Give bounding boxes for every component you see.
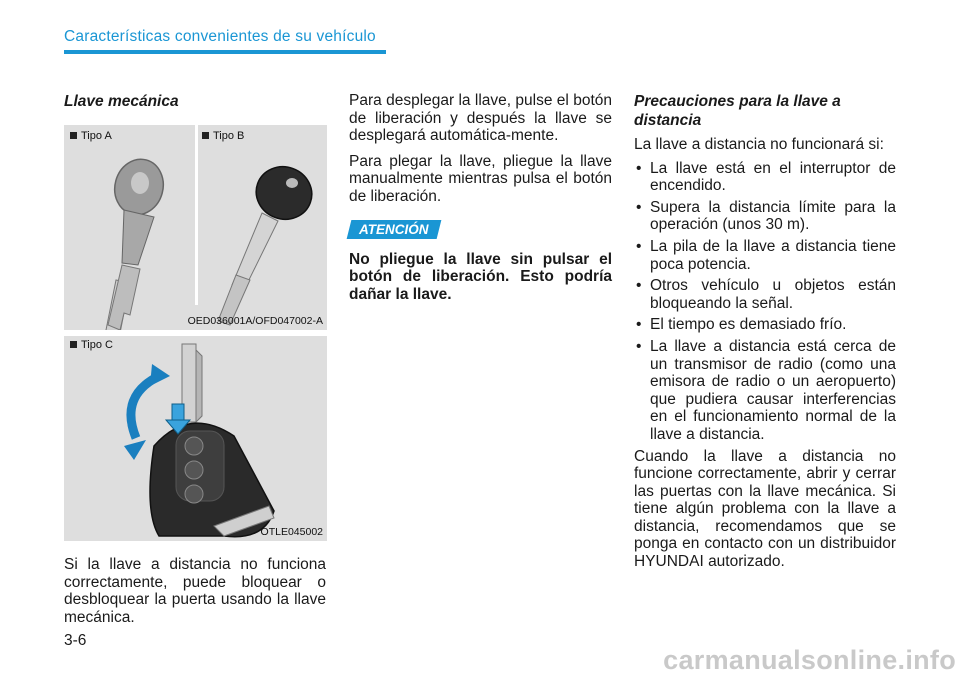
figure-code: OTLE045002 (260, 526, 323, 538)
key-figure-types-a-b (64, 125, 327, 330)
unfold-paragraph: Para desplegar la llave, pulse el botón de liberación y después la llave se desplegará automática-mente. (349, 92, 612, 145)
type-a-label: Tipo A (70, 130, 112, 142)
type-c-label: Tipo C (70, 339, 113, 351)
folding-key-illustration (64, 336, 327, 541)
section-title: Características convenientes de su vehículo (64, 28, 376, 45)
precautions-heading: Precauciones para la llave a distancia (634, 93, 841, 129)
list-item: • El tiempo es demasiado frío. (634, 316, 896, 334)
mechanical-key-paragraph: Si la llave a distancia no funciona correctamente, puede bloquear o desbloquear la puerta usando la llave mecánica. (64, 556, 326, 626)
attention-badge: ATENCIÓN (347, 220, 441, 239)
page-number: 3-6 (64, 632, 87, 649)
type-b-label: Tipo B (202, 130, 244, 142)
key-illustration-a-b (64, 125, 327, 330)
list-item: • La pila de la llave a distancia tiene poca potencia. (634, 238, 896, 273)
mechanical-key-text (64, 556, 326, 626)
figure-code: OED036001A/OFD047002-A (187, 315, 323, 327)
list-item: • La llave a distancia está cerca de un transmisor de radio (como una emisora de radio o un aeropuerto) que pudiera causar interferencias en el funcionamiento normal de la llave a distancia. (634, 338, 896, 444)
remote-fob (150, 423, 274, 537)
list-item: • La llave está en el interruptor de encendido. (634, 160, 896, 195)
middle-column (349, 92, 612, 303)
precautions-intro: La llave a distancia no funcionará si: (634, 136, 884, 153)
key-b-illustration (218, 159, 319, 325)
right-column (634, 92, 896, 571)
folding-key-blade (182, 344, 202, 422)
watermark: carmanualsonline.info (663, 645, 956, 675)
warning-text: No pliegue la llave sin pulsar el botón de liberación. Esto podría dañar la llave. (349, 250, 612, 303)
precautions-closing: Cuando la llave a distancia no funcione correctamente, abrir y cerrar las puertas con la llave mecánica. Si tiene algún problema con la llave a distancia, recomendamos que se ponga en contacto con un distribuidor HYUNDAI autorizado. (634, 447, 896, 571)
key-figure-type-c (64, 336, 327, 541)
precautions-list (634, 160, 896, 444)
fold-paragraph: Para plegar la llave, pliegue la llave manualmente mientras pulsa el botón de liberación. (349, 152, 612, 205)
mechanical-key-heading: Llave mecánica (64, 93, 179, 110)
left-column (64, 92, 326, 123)
key-a-illustration (104, 154, 169, 330)
list-item: • Otros vehículo u objetos están bloqueando la señal. (634, 277, 896, 312)
header-rule (64, 50, 386, 54)
list-item: • Supera la distancia límite para la operación (unos 30 m). (634, 199, 896, 234)
